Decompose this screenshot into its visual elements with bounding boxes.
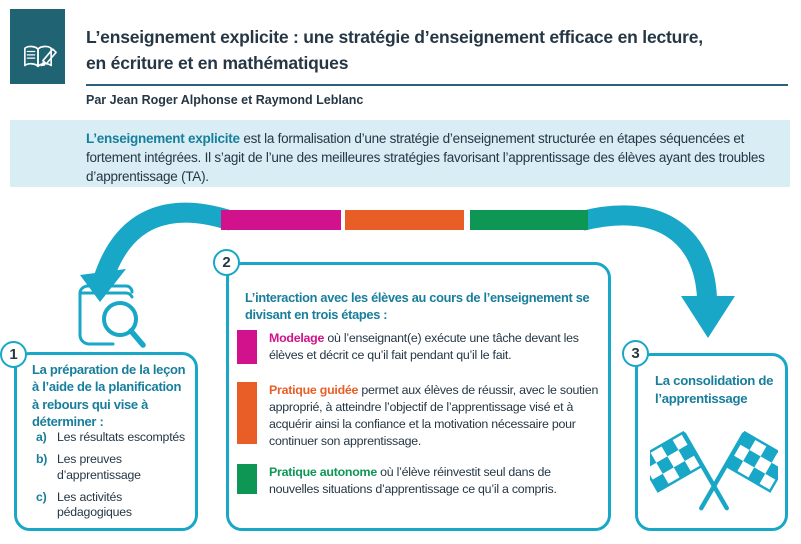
- pratique-guidee-description: permet aux élèves de réussir, avec le soutien approprié, à atteindre l’objectif de l’apprentissage visé et à acquérir ainsi la confiance et la motivation nécessaire pour continuer son apprentissage.: [269, 383, 599, 448]
- stage-modelage: [237, 330, 599, 364]
- modelage-description: où l’enseignant(e) exécute une tâche devant les élèves et décrit ce qu’il fait pendant qu’il le fait.: [269, 331, 579, 362]
- step1-list: [36, 430, 191, 528]
- list-text-c: Les activités pédagogiques: [57, 490, 132, 520]
- stage-modelage-text: [269, 330, 599, 364]
- modelage-term: Modelage: [269, 331, 325, 345]
- page-title-line1: L’enseignement explicite : une stratégie d’enseignement efficace en lecture,: [86, 27, 703, 47]
- page-title-line2: en écriture et en mathématiques: [86, 53, 349, 74]
- timeline-segment-modelage: [221, 210, 341, 230]
- arrow-right-head: [681, 296, 735, 338]
- stage-pratique-autonome: [237, 464, 599, 498]
- pratique-autonome-term: Pratique autonome: [269, 465, 377, 479]
- stage-pratique-guidee: [237, 382, 599, 449]
- step1-number-badge: [0, 341, 27, 368]
- book-magnifier-icon: [68, 278, 158, 352]
- pratique-guidee-term: Pratique guidée: [269, 383, 359, 397]
- step1-heading: La préparation de la leçon à l’aide de la planification à rebours qui vise à déterminer :: [32, 362, 186, 429]
- book-pencil-icon: [10, 9, 65, 84]
- list-label-a: a): [36, 430, 47, 444]
- timeline-segment-pratique-guidee: [345, 210, 464, 230]
- list-item: [36, 490, 191, 521]
- list-item: [36, 430, 191, 445]
- step2-number: 2: [222, 254, 231, 271]
- pratique-autonome-description: où l’élève réinvestit seul dans de nouvelles situations d’apprentissage ce qu’il a compris.: [269, 465, 557, 496]
- pratique-guidee-swatch: [237, 382, 257, 444]
- pratique-autonome-swatch: [237, 464, 257, 494]
- title-divider: [86, 84, 788, 86]
- step2-heading: L’interaction avec les élèves au cours de l’enseignement se divisant en trois étapes :: [245, 290, 590, 323]
- list-label-c: c): [36, 490, 47, 505]
- list-label-b: b): [36, 452, 48, 467]
- step3-heading: La consolidation de l’apprentissage: [655, 373, 774, 406]
- step1-number: 1: [9, 346, 18, 363]
- step2-number-badge: [213, 249, 240, 276]
- list-item: [36, 452, 191, 483]
- stage-pratique-guidee-text: [269, 382, 599, 449]
- page-title: [86, 24, 796, 77]
- step3-number: 3: [631, 345, 640, 362]
- modelage-swatch: [237, 330, 257, 364]
- timeline-segment-pratique-autonome: [470, 210, 588, 230]
- arrow-left-arc: [103, 213, 232, 280]
- step3-number-badge: [622, 340, 649, 367]
- intro-banner: [10, 120, 790, 187]
- checkered-flags-icon: [650, 415, 778, 518]
- stage-pratique-autonome-text: [269, 464, 599, 498]
- list-text-a: Les résultats escomptés: [57, 430, 185, 444]
- byline: Par Jean Roger Alphonse et Raymond Leblanc: [86, 93, 364, 107]
- list-text-b: Les preuves d’apprentissage: [57, 452, 141, 482]
- intro-lead: L’enseignement explicite: [86, 131, 240, 146]
- intro-text: est la formalisation d’une stratégie d’enseignement structurée en étapes séquencées et fortement intégrées. Il s’agit de l’une des meilleures stratégies favorisant l’apprentissage des élèves ayant des troubles d’apprentissage (TA).: [86, 131, 765, 185]
